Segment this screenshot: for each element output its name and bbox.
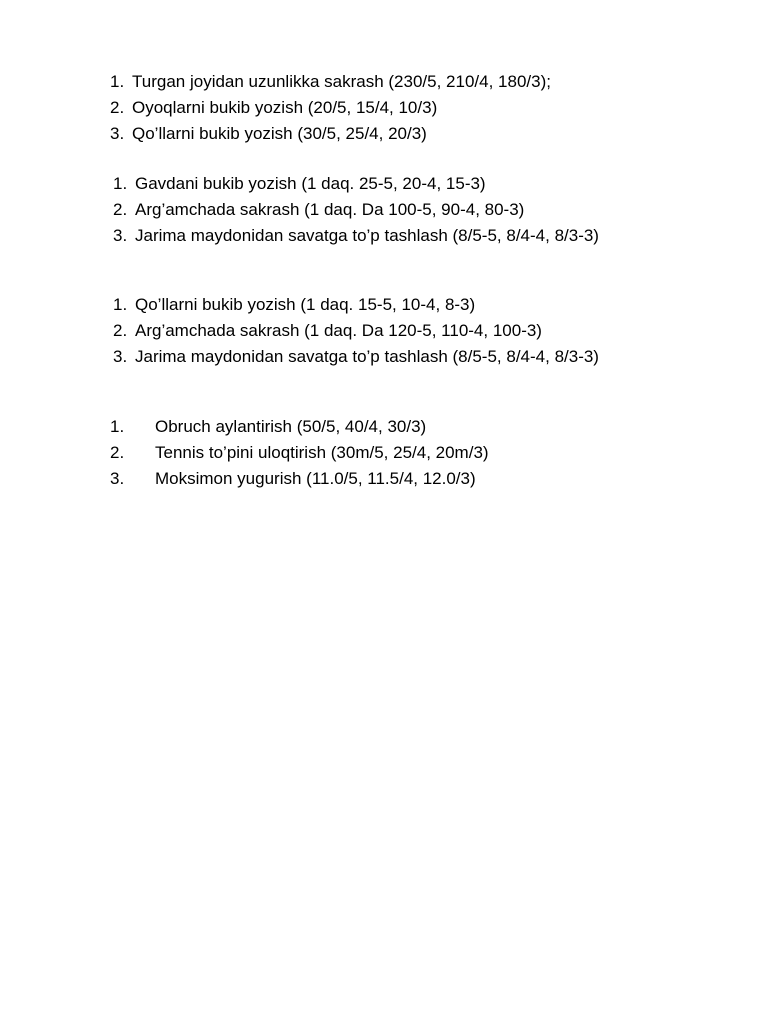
item-text: Jarima maydonidan savatga to’p tashlash (8/5-5, 8/4-4, 8/3-3): [135, 226, 599, 245]
item-text: Moksimon yugurish (11.0/5, 11.5/4, 12.0/3): [155, 469, 476, 488]
item-number: 1.: [110, 72, 125, 91]
item-text: Qo’llarni bukib yozish (1 daq. 15-5, 10-4, 8-3): [135, 295, 476, 314]
item-text: Qo’llarni bukib yozish (30/5, 25/4, 20/3): [132, 124, 427, 143]
item-number: 3.: [110, 124, 125, 143]
item-text: Jarima maydonidan savatga to’p tashlash (8/5-5, 8/4-4, 8/3-3): [135, 347, 599, 366]
item-number: 1.: [110, 417, 125, 436]
item-text: Turgan joyidan uzunlikka sakrash (230/5, 210/4, 180/3);: [132, 72, 551, 91]
item-text: Gavdani bukib yozish (1 daq. 25-5, 20-4, 15-3): [135, 174, 486, 193]
item-number: 3.: [113, 226, 128, 245]
item-number: 1.: [113, 174, 128, 193]
item-text: Obruch aylantirish (50/5, 40/4, 30/3): [155, 417, 427, 436]
item-number: 2.: [113, 321, 128, 340]
item-number: 3.: [113, 347, 128, 366]
item-text: Tennis to’pini uloqtirish (30m/5, 25/4, 20m/3): [155, 443, 489, 462]
item-number: 2.: [113, 200, 128, 219]
item-number: 2.: [110, 443, 125, 462]
item-text: Oyoqlarni bukib yozish (20/5, 15/4, 10/3): [132, 98, 438, 117]
item-number: 1.: [113, 295, 128, 314]
item-number: 3.: [110, 469, 125, 488]
item-text: Arg’amchada sakrash (1 daq. Da 100-5, 90-4, 80-3): [135, 200, 525, 219]
item-number: 2.: [110, 98, 125, 117]
item-text: Arg’amchada sakrash (1 daq. Da 120-5, 110-4, 100-3): [135, 321, 542, 340]
